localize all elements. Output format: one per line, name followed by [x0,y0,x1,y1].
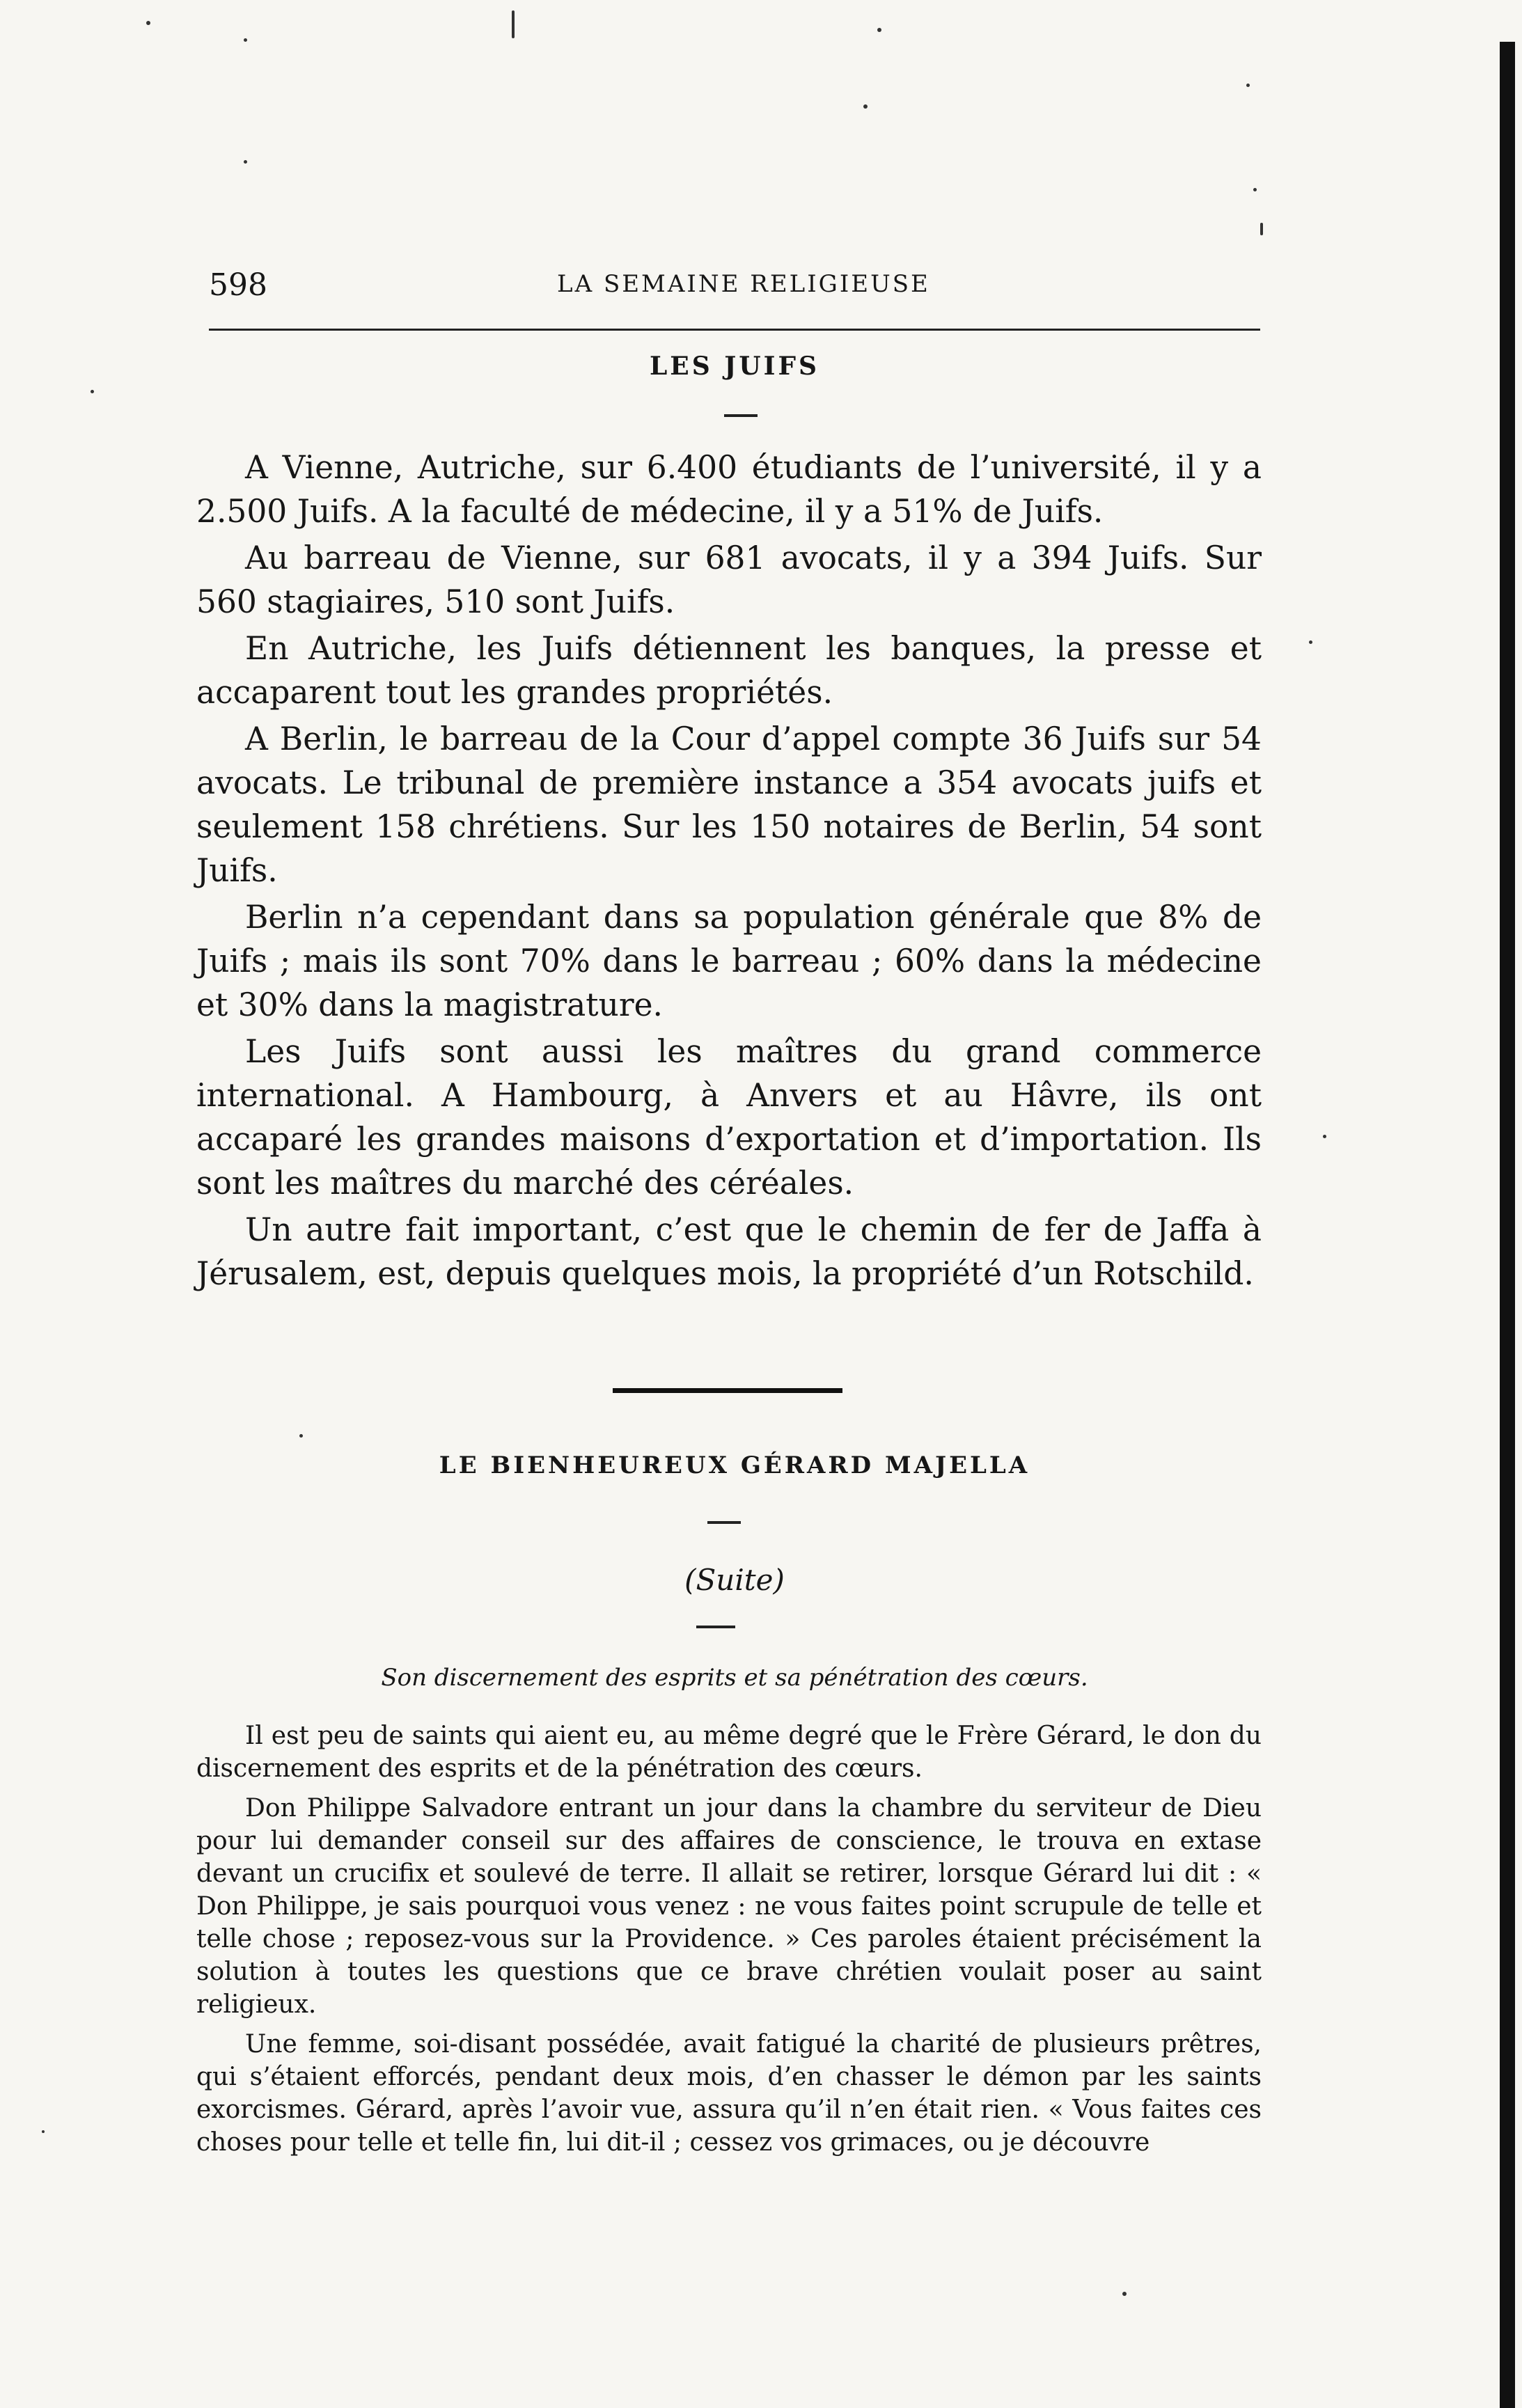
header-rule [209,329,1260,331]
paragraph: Au barreau de Vienne, sur 681 avocats, il y a 394 Juifs. Sur 560 stagiaires, 510 sont Juifs. [196,540,1262,620]
scan-speck [91,390,94,393]
title-dash [696,1626,735,1628]
scan-speck [1260,223,1263,235]
section-separator [613,1388,842,1393]
scan-speck [42,2130,45,2133]
page-edge-shadow [1500,42,1515,2408]
scan-speck [512,10,515,38]
scan-speck [244,38,247,42]
article-juifs [196,446,1262,1296]
section-title-juifs: LES JUIFS [649,352,820,381]
paragraph: En Autriche, les Juifs détiennent les banques, la presse et accaparent tout les grandes propriétés. [196,630,1262,711]
page-number: 598 [209,267,267,303]
scan-speck [1309,640,1312,644]
scan-speck [1253,188,1257,191]
paragraph: Les Juifs sont aussi les maîtres du grand commerce international. A Hambourg, à Anvers et au Hâvre, ils ont accaparé les grandes maisons d’exportation et d’importation. Ils sont les maîtres du marché des céréales. [196,1033,1262,1202]
paragraph: Un autre fait important, c’est que le chemin de fer de Jaffa à Jérusalem, est, depuis quelques mois, la propriété d’un Rotschild. [196,1211,1262,1292]
paragraph: Berlin n’a cependant dans sa population générale que 8% de Juifs ; mais ils sont 70% dans le barreau ; 60% dans la médecine et 30% dans la magistrature. [196,899,1262,1023]
paragraph: A Vienne, Autriche, sur 6.400 étudiants de l’université, il y a 2.500 Juifs. A la faculté de médecine, il y a 51% de Juifs. [196,449,1262,530]
title-dash [707,1521,741,1524]
scan-speck [299,1434,303,1438]
suite-label: (Suite) [684,1563,785,1597]
running-title: LA SEMAINE RELIGIEUSE [557,270,930,298]
paragraph: Il est peu de saints qui aient eu, au même degré que le Frère Gérard, le don du discernement des esprits et de la pénétration des cœurs. [196,1722,1262,1783]
paragraph: A Berlin, le barreau de la Cour d’appel compte 36 Juifs sur 54 avocats. Le tribunal de première instance a 354 avocats juifs et seulement 158 chrétiens. Sur les 150 notaires de Berlin, 54 sont Juifs. [196,721,1262,889]
section-title-majella: LE BIENHEUREUX GÉRARD MAJELLA [439,1451,1030,1479]
running-head [209,263,1253,308]
paragraph: Une femme, soi-disant possédée, avait fatigué la charité de plusieurs prêtres, qui s’étaient efforcés, pendant deux mois, d’en chasser le démon par les saints exorcismes. Gérard, après l’avoir vue, assura qu’il n’en était rien. « Vous faites ces choses pour telle et telle fin, lui dit-il ; cessez vos grimaces, ou je découvre [196,2030,1262,2157]
paragraph: Don Philippe Salvadore entrant un jour dans la chambre du serviteur de Dieu pour lui demander conseil sur des affaires de conscience, le trouva en extase devant un crucifix et soulevé de terre. Il allait se retirer, lorsque Gérard lui dit : « Don Philippe, je sais pourquoi vous venez : ne vous faites point scrupule de telle et telle chose ; reposez-vous sur la Providence. » Ces paroles étaient précisément la solution à toutes les questions que ce brave chrétien voulait poser au saint religieux. [196,1794,1262,2019]
scan-speck [244,160,247,164]
article-majella [196,1720,1262,2159]
scan-speck [1246,84,1250,87]
scan-speck [1323,1135,1326,1138]
scan-speck [877,28,881,32]
scan-speck [146,21,150,25]
title-dash [724,414,758,417]
scan-speck [863,104,868,109]
chapter-subtitle: Son discernement des esprits et sa pénétration des cœurs. [381,1664,1088,1692]
scan-speck [1122,2292,1127,2296]
